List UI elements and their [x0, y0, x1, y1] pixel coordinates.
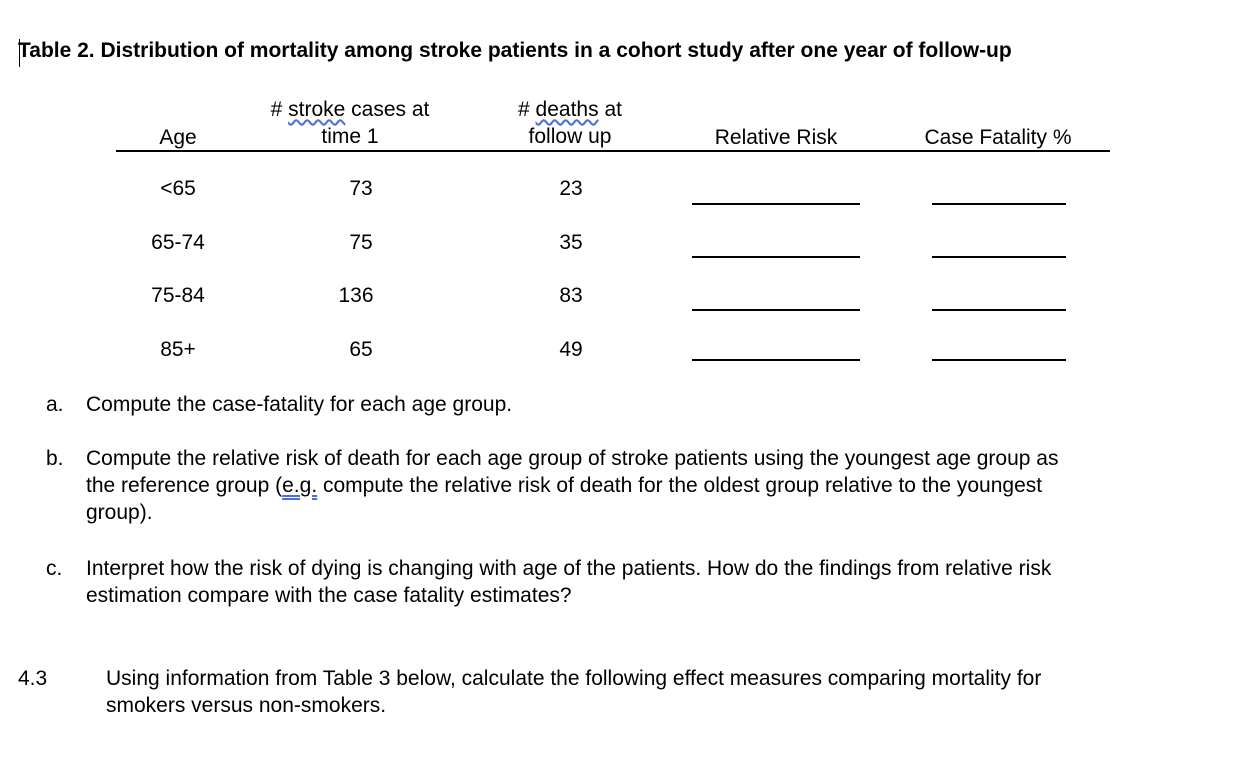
question-a-label: a. [46, 393, 64, 416]
header-case-fatality: Case Fatality % [924, 126, 1072, 149]
header-rule [116, 150, 1110, 152]
question-b [0, 445, 1244, 535]
header-stroke-word: stroke [288, 98, 346, 121]
cell-age: 85+ [160, 338, 196, 361]
relative-risk-blank [692, 359, 860, 361]
header-stroke-cases [240, 96, 460, 150]
question-c-line1: Interpret how the risk of dying is changing with age of the patients. How do the findings from relative risk [86, 557, 1052, 580]
header-relative-risk: Relative Risk [714, 126, 838, 149]
cell-age: 75-84 [151, 284, 205, 307]
question-b-line2-pre: the reference group ( [86, 474, 283, 497]
cell-deaths: 23 [559, 177, 583, 200]
question-b-line1: Compute the relative risk of death for each age group of stroke patients using the youngest age group as [86, 447, 1059, 470]
cell-deaths: 49 [559, 338, 583, 361]
header-stroke-prefix: # [270, 98, 289, 121]
header-stroke-line2: time 1 [321, 125, 379, 148]
header-deaths-suffix: at [598, 98, 622, 121]
table-title: Table 2. Distribution of mortality among stroke patients in a cohort study after one year of follow-up [18, 39, 1012, 62]
question-c-text [86, 555, 1051, 609]
header-deaths-word: deaths [535, 98, 599, 121]
case-fatality-blank [932, 309, 1066, 311]
relative-risk-blank [692, 256, 860, 258]
relative-risk-blank [692, 309, 860, 311]
case-fatality-blank [932, 203, 1066, 205]
question-b-line3: group). [86, 501, 153, 524]
cell-cases: 65 [349, 338, 373, 361]
section-4-3-line1: Using information from Table 3 below, calculate the following effect measures comparing mortality for [106, 667, 1042, 690]
section-4-3-text [106, 665, 1041, 719]
case-fatality-blank [932, 256, 1066, 258]
cell-cases: 75 [349, 231, 373, 254]
cell-cases: 73 [349, 177, 373, 200]
question-a-text: Compute the case-fatality for each age group. [86, 393, 513, 416]
cell-age: 65-74 [151, 231, 205, 254]
cell-cases: 136 [338, 284, 374, 307]
question-b-text [86, 445, 1058, 526]
cell-age: <65 [160, 177, 196, 200]
case-fatality-blank [932, 359, 1066, 361]
header-deaths-line2: follow up [528, 125, 612, 148]
question-c-label: c. [46, 557, 63, 580]
question-b-eg: e.g. [282, 474, 318, 497]
header-age-label: Age [159, 126, 197, 149]
section-4-3 [0, 665, 1244, 725]
header-deaths [470, 96, 670, 150]
question-c-line2: estimation compare with the case fatality estimates? [86, 584, 572, 607]
header-age [138, 124, 218, 151]
relative-risk-blank [692, 203, 860, 205]
question-b-label: b. [46, 447, 64, 470]
question-b-line2-post: compute the relative risk of death for the oldest group relative to the youngest [317, 474, 1043, 497]
question-c [0, 555, 1244, 615]
cell-deaths: 35 [559, 231, 583, 254]
section-number: 4.3 [18, 667, 48, 690]
header-stroke-suffix: cases at [345, 98, 430, 121]
question-b-line2 [86, 472, 1058, 499]
cell-deaths: 83 [559, 284, 583, 307]
section-4-3-line2: smokers versus non-smokers. [106, 694, 387, 717]
header-deaths-prefix: # [518, 98, 536, 121]
question-a [0, 391, 1244, 421]
